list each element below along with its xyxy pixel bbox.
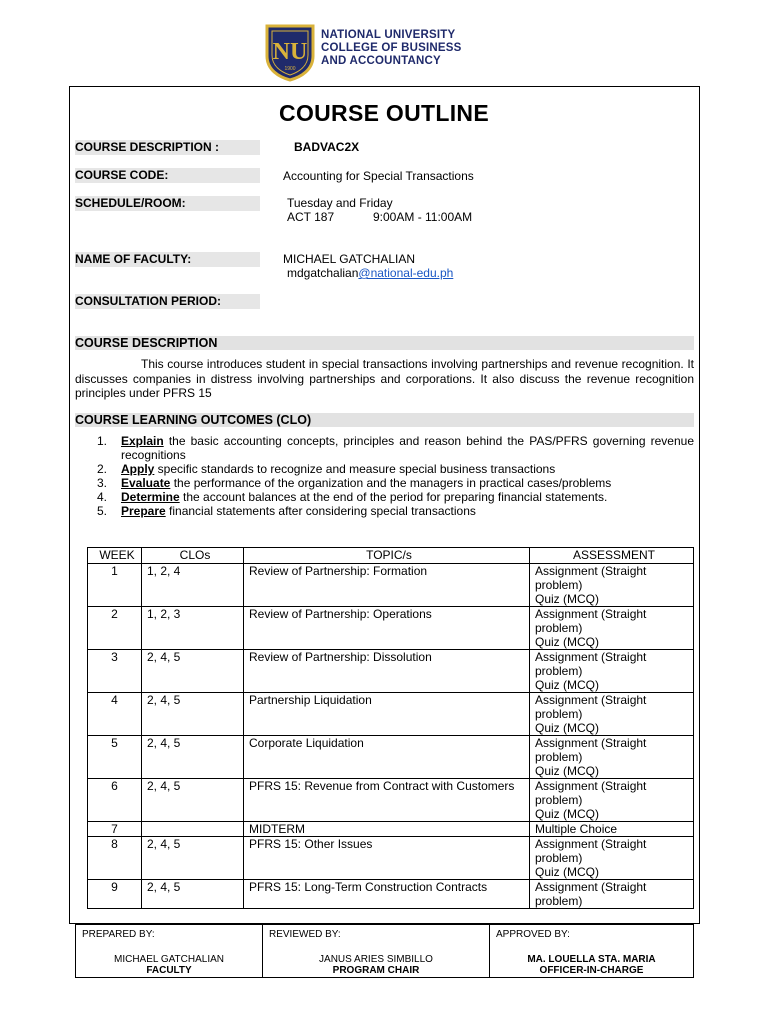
assessment-cell <box>530 693 694 736</box>
clo-number: 5. <box>97 504 108 518</box>
schedule-room: ACT 187 <box>287 210 335 224</box>
week-cell: 2 <box>88 607 142 650</box>
assessment-cell <box>530 837 694 880</box>
clo-text: specific standards to recognize and measure special business transactions <box>154 462 556 476</box>
reviewed-by-caption: REVIEWED BY: <box>269 929 341 940</box>
faculty-email-link[interactable]: @national-edu.ph <box>358 266 454 280</box>
week-cell: 7 <box>88 822 142 837</box>
assessment-line: problem) <box>535 664 583 678</box>
clos-cell: 2, 4, 5 <box>142 650 244 693</box>
schedule-days: Tuesday and Friday <box>287 196 393 210</box>
assessment-line: Assignment (Straight <box>535 650 647 664</box>
topic-cell: MIDTERM <box>244 822 530 837</box>
clo-text: financial statements after considering special transactions <box>165 504 476 518</box>
assessment-line: Quiz (MCQ) <box>535 865 599 879</box>
clo-item <box>97 504 694 518</box>
table-row <box>88 736 694 779</box>
clos-cell: 2, 4, 5 <box>142 779 244 822</box>
assessment-line: Assignment (Straight <box>535 779 647 793</box>
assessment-cell <box>530 779 694 822</box>
institution-name <box>321 29 462 68</box>
week-cell: 4 <box>88 693 142 736</box>
assessment-line: problem) <box>535 851 583 865</box>
clos-cell: 2, 4, 5 <box>142 880 244 909</box>
table-row <box>88 837 694 880</box>
assessment-line: problem) <box>535 750 583 764</box>
schedule-table <box>87 547 694 909</box>
course-description-label: COURSE DESCRIPTION : <box>75 140 260 155</box>
assessment-cell <box>530 736 694 779</box>
table-row <box>88 564 694 607</box>
clo-number: 2. <box>97 462 108 476</box>
topic-cell: PFRS 15: Long-Term Construction Contracts <box>244 880 530 909</box>
assessment-line: problem) <box>535 707 583 721</box>
assessment-line: Quiz (MCQ) <box>535 635 599 649</box>
seal-year: 1900 <box>284 66 296 72</box>
assessment-line: Quiz (MCQ) <box>535 721 599 735</box>
table-header-row <box>88 548 694 564</box>
clo-text: the basic accounting concepts, principles and reason behind the PAS/PFRS governing revenue recognitions <box>121 434 694 462</box>
clo-number: 1. <box>97 434 108 448</box>
reviewed-by-cell <box>263 925 490 978</box>
clo-item <box>97 490 694 504</box>
assessment-line: Assignment (Straight <box>535 837 647 851</box>
consultation-label: CONSULTATION PERIOD: <box>75 294 260 309</box>
clos-cell: 1, 2, 3 <box>142 607 244 650</box>
approved-by-role: OFFICER-IN-CHARGE <box>539 965 644 976</box>
header-clos: CLOs <box>142 548 244 564</box>
assessment-line: Quiz (MCQ) <box>535 807 599 821</box>
faculty-label: NAME OF FACULTY: <box>75 252 260 267</box>
assessment-line: problem) <box>535 578 583 592</box>
prepared-by-role: FACULTY <box>146 965 192 976</box>
clo-text: the performance of the organization and the managers in practical cases/problems <box>170 476 612 490</box>
assessment-line: problem) <box>535 621 583 635</box>
topic-cell: Partnership Liquidation <box>244 693 530 736</box>
clos-cell: 2, 4, 5 <box>142 837 244 880</box>
prepared-by-name: MICHAEL GATCHALIAN <box>113 954 225 965</box>
assessment-line: Assignment (Straight <box>535 736 647 750</box>
clo-item <box>97 462 694 476</box>
topic-cell: Review of Partnership: Dissolution <box>244 650 530 693</box>
topic-cell: Review of Partnership: Operations <box>244 607 530 650</box>
clo-verb: Determine <box>121 490 180 504</box>
assessment-line: Quiz (MCQ) <box>535 764 599 778</box>
table-row <box>88 607 694 650</box>
assessment-cell <box>530 607 694 650</box>
assessment-cell <box>530 564 694 607</box>
assessment-cell <box>530 880 694 909</box>
clo-verb: Explain <box>121 434 164 448</box>
approved-by-name: MA. LOUELLA STA. MARIA <box>527 954 656 965</box>
week-cell: 9 <box>88 880 142 909</box>
topic-cell: Review of Partnership: Formation <box>244 564 530 607</box>
table-row <box>88 693 694 736</box>
header-assessment: ASSESSMENT <box>530 548 694 564</box>
course-description-body: This course introduces student in special transactions involving partnerships and revenue recognition. It discusses companies in distress involving partnerships and corporations. It also discuss the revenue recognition principles under PFRS 15 <box>75 357 694 400</box>
reviewed-by-role: PROGRAM CHAIR <box>332 965 420 976</box>
assessment-line: Quiz (MCQ) <box>535 592 599 606</box>
topic-cell: Corporate Liquidation <box>244 736 530 779</box>
clo-number: 4. <box>97 490 108 504</box>
course-code-value: Accounting for Special Transactions <box>283 169 474 183</box>
topic-cell: PFRS 15: Other Issues <box>244 837 530 880</box>
approved-by-cell <box>490 925 694 978</box>
clo-verb: Evaluate <box>121 476 171 490</box>
table-row <box>88 822 694 837</box>
course-code-label: COURSE CODE: <box>75 168 260 183</box>
assessment-line: Assignment (Straight <box>535 564 647 578</box>
schedule-label: SCHEDULE/ROOM: <box>75 196 260 211</box>
university-seal <box>263 22 317 82</box>
clos-cell <box>142 822 244 837</box>
topic-cell: PFRS 15: Revenue from Contract with Customers <box>244 779 530 822</box>
week-cell: 5 <box>88 736 142 779</box>
clos-cell: 2, 4, 5 <box>142 693 244 736</box>
assessment-cell: Multiple Choice <box>530 822 694 837</box>
course-description-value: BADVAC2X <box>294 140 360 154</box>
week-cell: 6 <box>88 779 142 822</box>
table-row <box>88 650 694 693</box>
faculty-email-user: mdgatchalian <box>287 266 359 280</box>
clo-heading: COURSE LEARNING OUTCOMES (CLO) <box>75 413 694 427</box>
prepared-by-caption: PREPARED BY: <box>82 929 155 940</box>
header-topics: TOPIC/s <box>244 548 530 564</box>
table-row <box>88 779 694 822</box>
course-description-text <box>75 357 694 401</box>
assessment-cell <box>530 650 694 693</box>
clo-text: the account balances at the end of the period for preparing financial statements. <box>179 490 608 504</box>
schedule-time: 9:00AM - 11:00AM <box>373 210 473 224</box>
page-title: COURSE OUTLINE <box>279 100 489 126</box>
week-cell: 1 <box>88 564 142 607</box>
clo-item <box>97 434 694 462</box>
clo-verb: Apply <box>121 462 155 476</box>
prepared-by-cell <box>76 925 263 978</box>
assessment-line: Assignment (Straight <box>535 880 647 894</box>
assessment-line: Quiz (MCQ) <box>535 678 599 692</box>
faculty-name: MICHAEL GATCHALIAN <box>283 252 416 266</box>
assessment-line: Assignment (Straight <box>535 607 647 621</box>
clo-list <box>97 434 694 518</box>
clos-cell: 2, 4, 5 <box>142 736 244 779</box>
header-week: WEEK <box>88 548 142 564</box>
org-line-1: NATIONAL UNIVERSITY <box>321 29 456 41</box>
week-cell: 8 <box>88 837 142 880</box>
assessment-line: problem) <box>535 894 583 908</box>
clos-cell: 1, 2, 4 <box>142 564 244 607</box>
signature-table <box>75 924 694 978</box>
week-cell: 3 <box>88 650 142 693</box>
approved-by-caption: APPROVED BY: <box>496 929 570 940</box>
course-description-heading: COURSE DESCRIPTION <box>75 336 694 350</box>
clo-item <box>97 476 694 490</box>
clo-verb: Prepare <box>121 504 166 518</box>
org-line-2: COLLEGE OF BUSINESS <box>321 42 462 54</box>
clo-number: 3. <box>97 476 108 490</box>
org-line-3: AND ACCOUNTANCY <box>321 55 441 67</box>
seal-letters: NU <box>272 39 308 65</box>
assessment-line: problem) <box>535 793 583 807</box>
faculty-email[interactable] <box>287 266 453 280</box>
table-row <box>88 880 694 909</box>
assessment-line: Assignment (Straight <box>535 693 647 707</box>
reviewed-by-name: JANUS ARIES SIMBILLO <box>319 954 433 965</box>
